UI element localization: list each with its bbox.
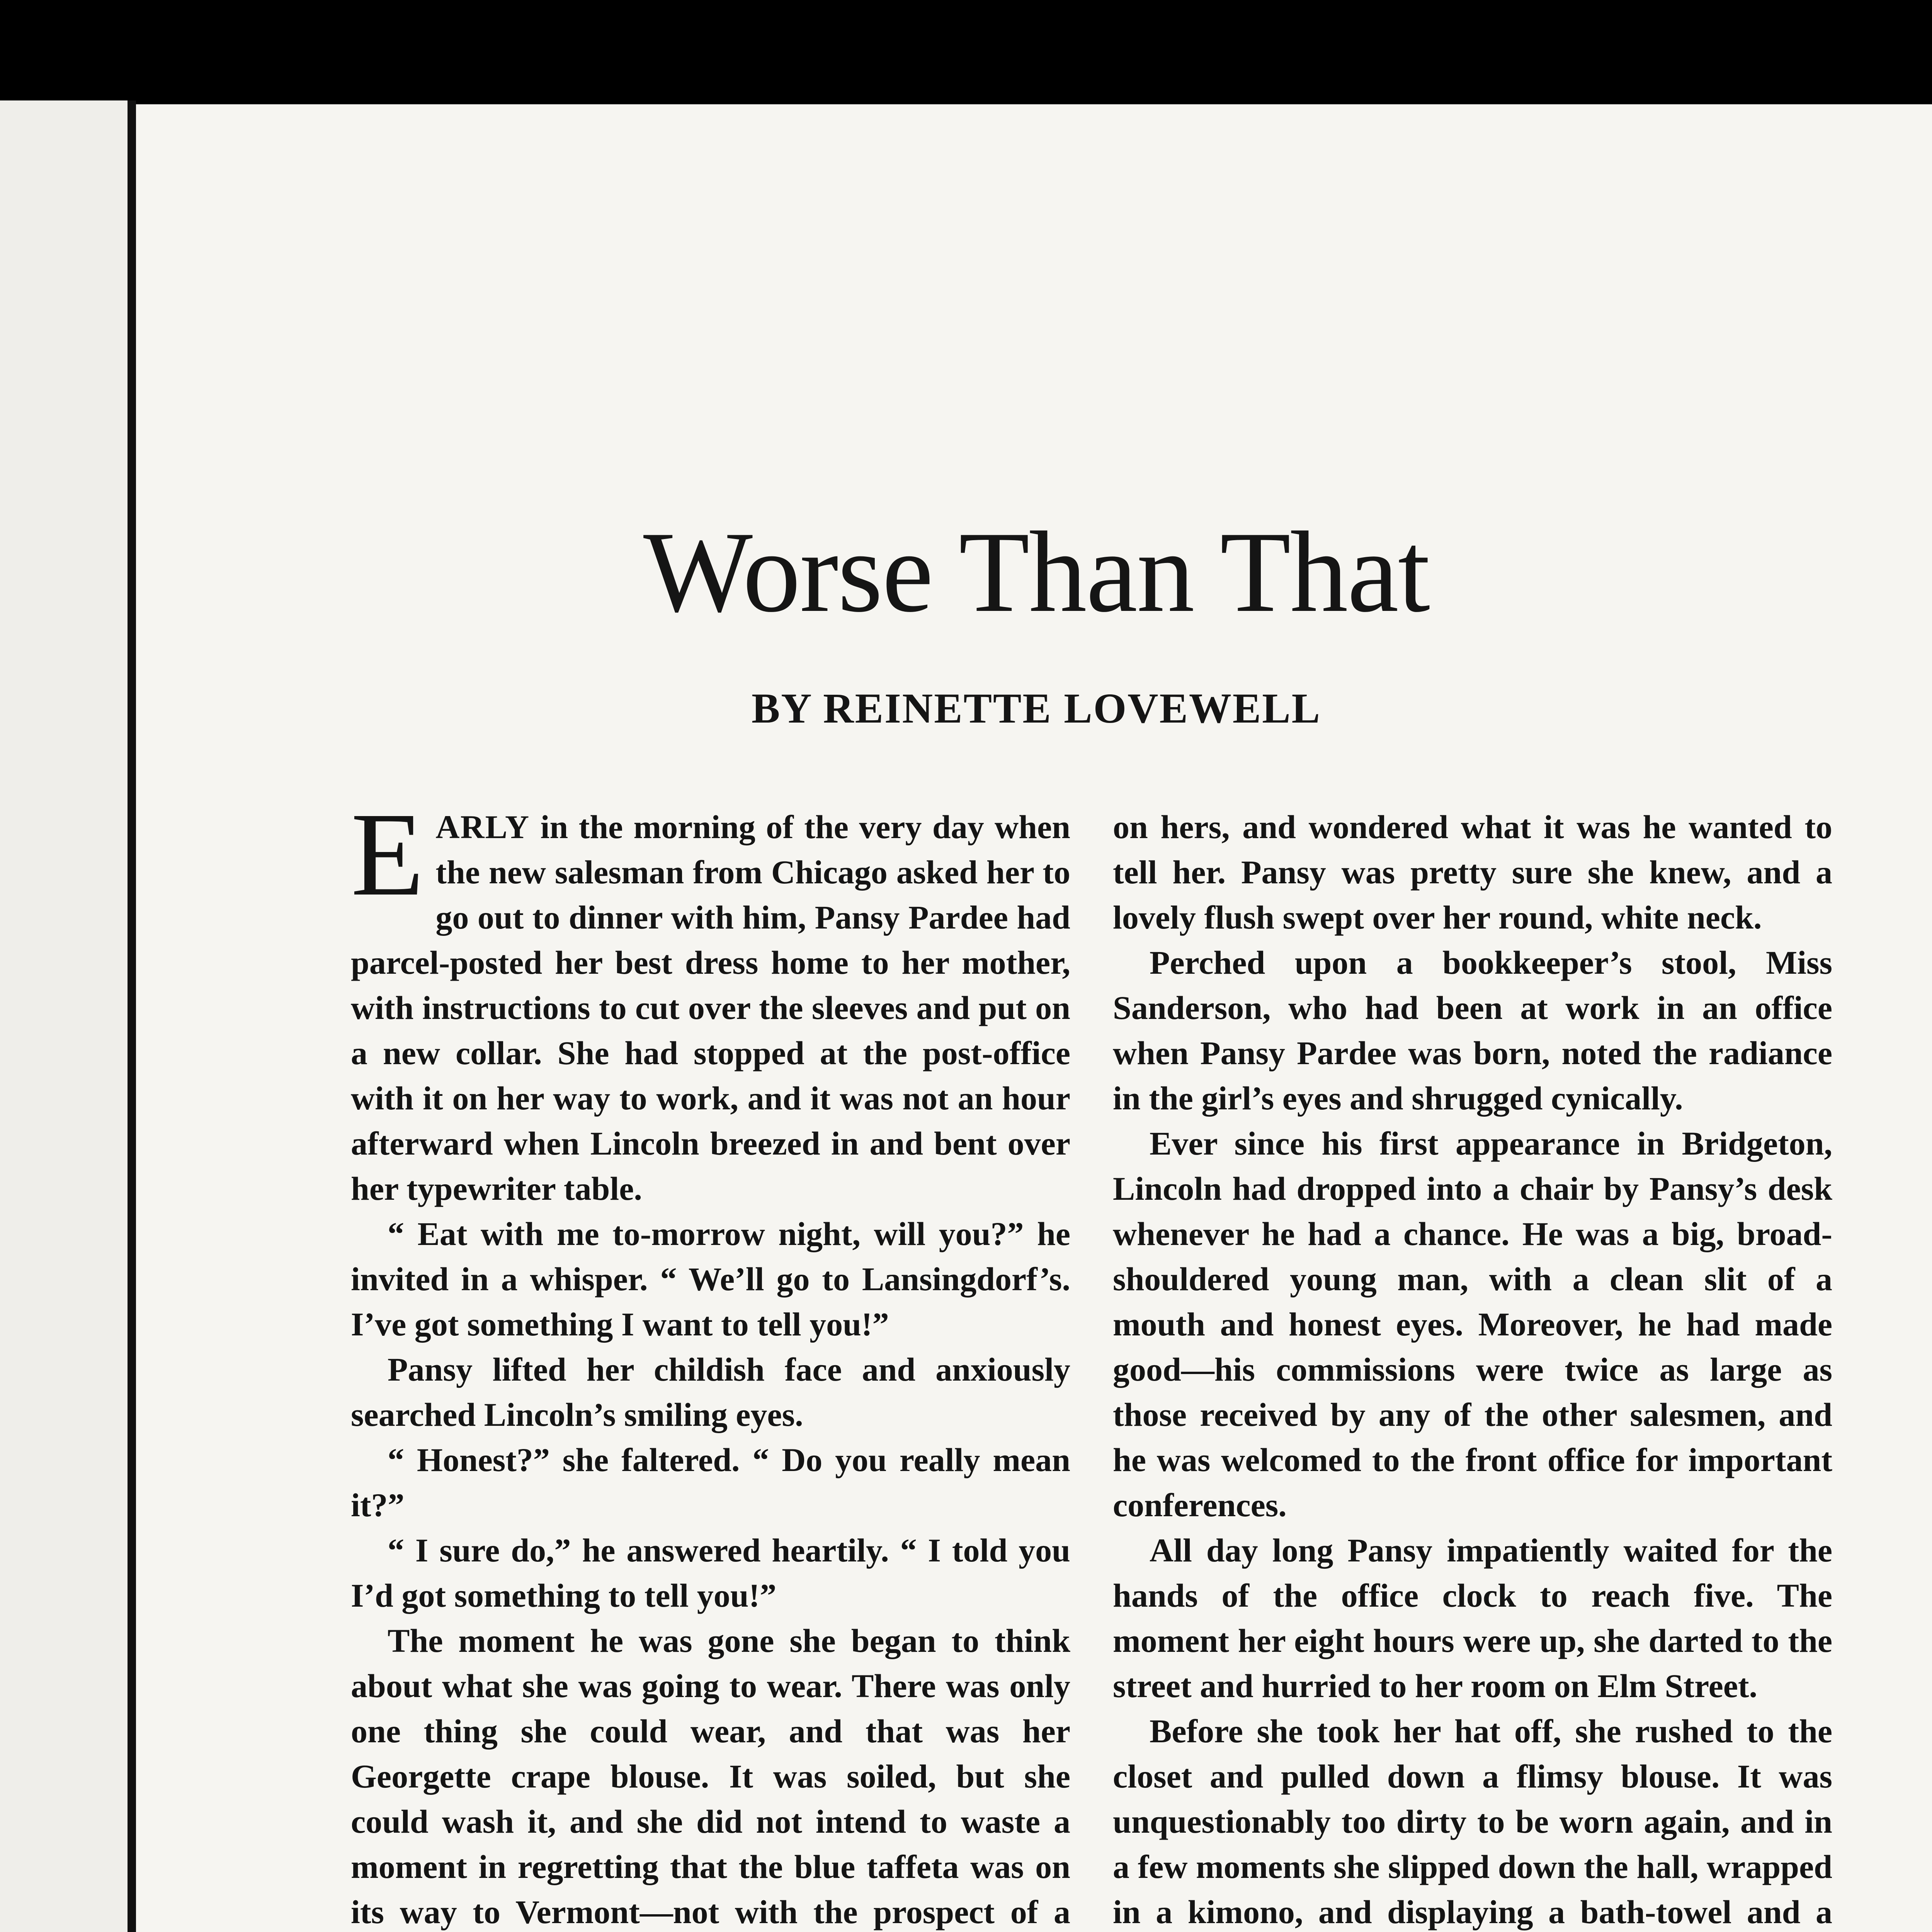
paragraph: “ Honest?” she faltered. “ Do you really mean it?”	[351, 1441, 1070, 1524]
paragraph: “ I sure do,” he answered heartily. “ I told you I’d got something to tell you!”	[351, 1532, 1070, 1614]
paragraph: Before she took her hat off, she rushed to the closet and pulled down a flimsy blouse. It was unquestionably too dirty to be worn again, and in a few moments she slipped down the hall, wrapped in a kimono, and displaying a bath-towel and a	[1113, 1713, 1832, 1930]
paragraph: All day long Pansy impatiently waited for the hands of the office clock to reach five. The moment her eight hours were up, she darted to the street and hurried to her room on Elm Street.	[1113, 1532, 1832, 1704]
paragraph-text: in the morning of the very day when the new salesman from Chicago asked her to go out to dinner with him, Pansy Pardee had parcel-posted her best dress home to her mother, with instructions to cut over the sleeves and put on a new collar. She had stopped at the post-office with it on her way to work, and it was not an hour afterward when Lincoln breezed in and bent over her typewriter table.	[351, 808, 1070, 1207]
article-title: Worse Than That	[643, 508, 1430, 636]
facing-page-edge	[0, 100, 136, 1932]
paragraph: “ Eat with me to-morrow night, will you?” he invited in a whisper. “ We’ll go to Lansingdorf’s. I’ve got something I want to tell you!”	[351, 1215, 1070, 1343]
drop-cap: E	[351, 788, 424, 921]
paragraph: The moment he was gone she began to think about what she was going to wear. There was only one thing she could wear, and that was her Georgette crape blouse. It was soiled, but she could wash it, and she did not intend to waste a moment in regretting that the blue taffeta was on its way to Vermont—not with the prospect of a	[351, 1622, 1070, 1930]
opening-word: ARLY	[435, 808, 530, 845]
paragraph	[351, 788, 1070, 1211]
paragraph: Ever since his first appearance in Bridgeton, Lincoln had dropped into a chair by Pansy’s desk whenever he had a chance. He was a big, broad-shouldered young man, with a clean slit of a mouth and honest eyes. Moreover, he had made good—his commissions were twice as large as those received by any of the other salesmen, and he was welcomed to the front office for important conferences.	[1113, 1125, 1832, 1524]
paragraph: on hers, and wondered what it was he wanted to tell her. Pansy was pretty sure she knew, and a lovely flush swept over her round, white neck.	[1113, 808, 1832, 936]
left-text-column	[351, 788, 1070, 1932]
paragraph: Perched upon a bookkeeper’s stool, Miss Sanderson, who had been at work in an office when Pansy Pardee was born, noted the radiance in the girl’s eyes and shrugged cynically.	[1113, 944, 1832, 1117]
right-text-column	[1113, 804, 1832, 1932]
article-byline: BY REINETTE LOVEWELL	[751, 685, 1321, 732]
magazine-page	[136, 104, 1932, 1932]
paragraph: Pansy lifted her childish face and anxiously searched Lincoln’s smiling eyes.	[351, 1351, 1070, 1433]
